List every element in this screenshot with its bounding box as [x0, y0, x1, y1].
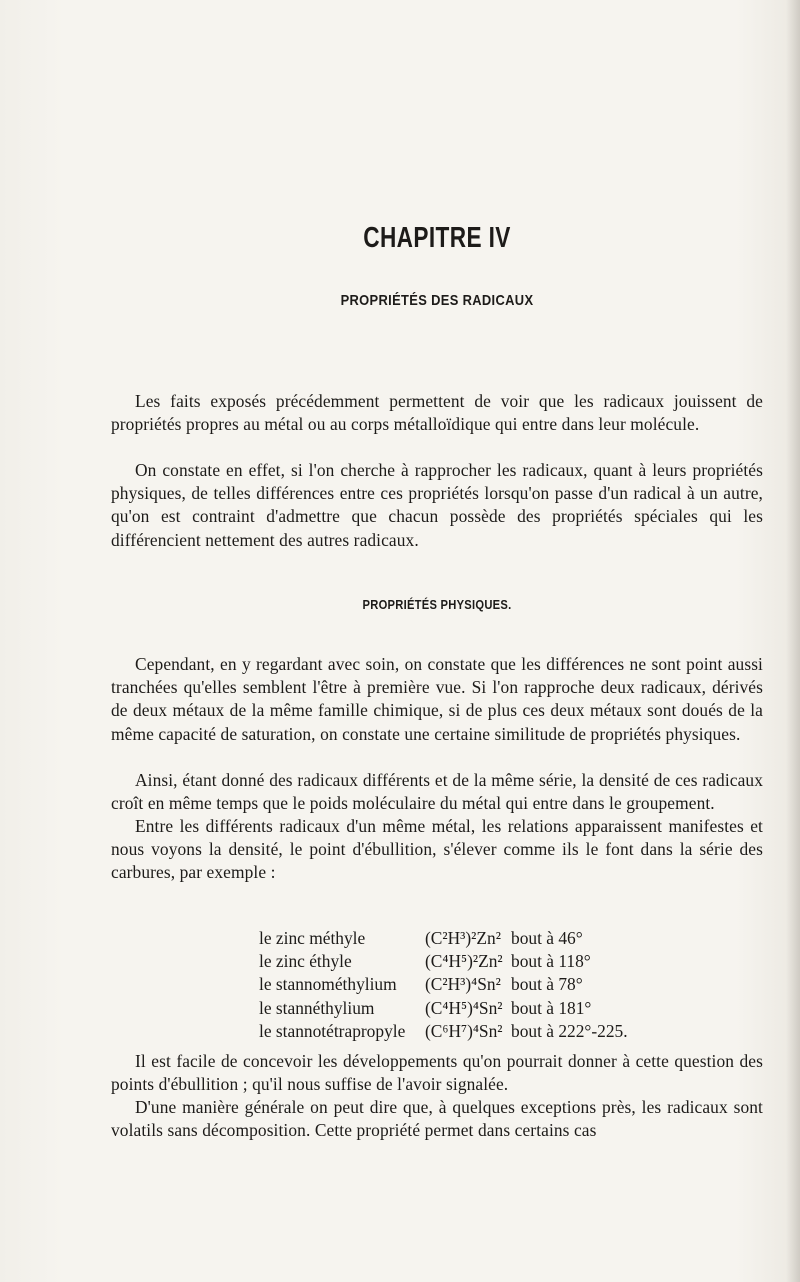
compound-name: le stannométhylium: [259, 974, 397, 995]
compound-formula: (C⁶H⁷)⁴Sn²: [425, 1020, 503, 1041]
paragraph: D'une manière générale on peut dire que, à quelques exceptions près, les radicaux sont volatils sans décomposition. Cette propriété permet dans certains cas: [111, 1097, 763, 1141]
boiling-point: bout à 118°: [511, 951, 591, 972]
paragraph: On constate en effet, si l'on cherche à rapprocher les radicaux, quant à leurs propriétés physiques, de telles différences entre ces propriétés lorsqu'on passe d'un radical à un autre, qu'on est contraint d'admettre que chacun possède des propriétés spéciales qui les différencient nettement des autres radicaux.: [111, 460, 763, 550]
compound-row: [259, 1020, 719, 1043]
compound-formula: (C⁴H⁵)²Zn²: [425, 951, 503, 972]
boiling-point: bout à 181°: [511, 997, 592, 1018]
compound-formula: (C⁴H⁵)⁴Sn²: [425, 997, 503, 1018]
compound-row: [259, 950, 719, 973]
compound-name: le stannotétrapropyle: [259, 1020, 406, 1041]
compound-formula: (C²H³)⁴Sn²: [425, 974, 501, 995]
paragraph: Il est facile de concevoir les développements qu'on pourrait donner à cette question des points d'ébullition ; qu'il nous suffise de l'avoir signalée.: [111, 1051, 763, 1095]
compound-name: le zinc méthyle: [259, 928, 366, 948]
boiling-point: bout à 222°-225.: [511, 1020, 628, 1041]
compound-row: [259, 927, 719, 950]
chapter-subtitle: PROPRIÉTÉS DES RADICAUX: [340, 292, 534, 309]
paragraph: Cependant, en y regardant avec soin, on constate que les différences ne sont point aussi tranchées qu'elles semblent l'être à première vue. Si l'on rapproche deux radicaux, dérivés de deux métaux de la même famille chimique, si de plus ces deux métaux sont doués de la même capacité de saturation, on constate une certaine similitude de propriétés physiques.: [111, 654, 763, 744]
boiling-point: bout à 46°: [511, 928, 583, 948]
paragraph: Ainsi, étant donné des radicaux différents et de la même série, la densité de ces radicaux croît en même temps que le poids moléculaire du métal qui entre dans le groupement.: [111, 770, 763, 814]
boiling-point-list: [259, 927, 719, 1043]
compound-row: [259, 997, 719, 1020]
chapter-title: CHAPITRE IV: [363, 222, 511, 254]
page-edge-shadow: [786, 0, 800, 1282]
compound-name: le zinc éthyle: [259, 951, 352, 972]
paragraph: Les faits exposés précédemment permettent de voir que les radicaux jouissent de propriétés propres au métal ou au corps métalloïdique qui entre dans leur molécule.: [111, 391, 763, 435]
section-title: PROPRIÉTÉS PHYSIQUES.: [362, 597, 512, 612]
compound-name: le stannéthylium: [259, 997, 375, 1018]
paragraph: Entre les différents radicaux d'un même métal, les relations apparaissent manifestes et nous voyons la densité, le point d'ébullition, s'élever comme ils le font dans la série des carbures, par exemple :: [111, 816, 763, 883]
compound-row: [259, 973, 719, 996]
boiling-point: bout à 78°: [511, 974, 583, 995]
compound-formula: (C²H³)²Zn²: [425, 928, 501, 948]
